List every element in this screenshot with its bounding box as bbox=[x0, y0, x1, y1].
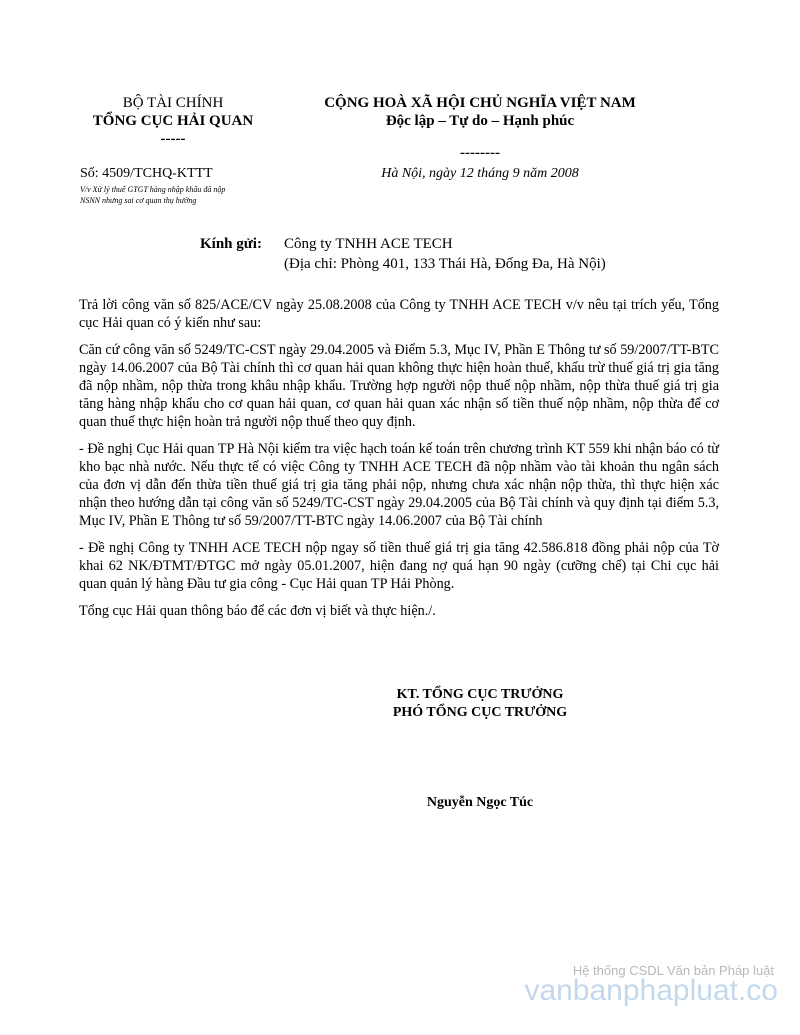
subject-summary bbox=[80, 184, 280, 206]
left-divider: ----- bbox=[160, 131, 186, 147]
ministry-name: BỘ TÀI CHÍNH bbox=[122, 95, 224, 111]
signature-title-2: PHÓ TỔNG CỤC TRƯỞNG bbox=[392, 705, 568, 720]
signature-title-1: KT. TỔNG CỤC TRƯỞNG bbox=[396, 687, 564, 702]
department-name: TỔNG CỤC HẢI QUAN bbox=[92, 113, 254, 129]
recipient-label: Kính gửi: bbox=[200, 236, 262, 252]
recipient-address: (Địa chỉ: Phòng 401, 133 Thái Hà, Đống Đa, Hà Nội) bbox=[284, 256, 606, 272]
watermark-caption: Hệ thống CSDL Văn bản Pháp luật bbox=[572, 963, 774, 978]
paragraph-reply: Trả lời công văn số 825/ACE/CV ngày 25.08.2008 của Công ty TNHH ACE TECH v/v nêu tại trích yếu, Tổng cục Hải quan có ý kiến như sau: bbox=[79, 297, 719, 331]
issue-date: Hà Nội, ngày 12 tháng 9 năm 2008 bbox=[381, 166, 579, 181]
signer-name: Nguyễn Ngọc Túc bbox=[426, 795, 534, 810]
document-body bbox=[79, 296, 719, 629]
recipient-block bbox=[200, 234, 606, 274]
paragraph-hanoi-customs: - Đề nghị Cục Hải quan TP Hà Nội kiểm tra việc hạch toán kế toán trên chương trình KT 559 khi nhận báo có từ kho bạc nhà nước. Nếu thực tế có việc Công ty TNHH ACE TECH đã nộp nhầm vào tài khoản thu ngân sách của đơn vị dẫn đến thừa tiền thuế giá trị gia tăng phải nộp, nhưng chưa xác nhận nộp thừa, thì thực hiện xác nhận theo hướng dẫn tại công văn số 5249/TC-CST ngày 29.04.2005 của Bộ Tài chính và quy định tại điểm 5.3, Mục IV, Phần E Thông tư số 59/2007/TT-BTC ngày 14.06.2007 của Bộ Tài chính bbox=[79, 441, 719, 529]
national-heading bbox=[300, 94, 660, 162]
motto: Độc lập – Tự do – Hạnh phúc bbox=[385, 113, 575, 129]
issuing-authority bbox=[78, 94, 268, 148]
document-number: Số: 4509/TCHQ-KTTT bbox=[80, 166, 213, 181]
subject-line-2: NSNN nhưng sai cơ quan thụ hưởng bbox=[80, 196, 197, 205]
paragraph-company-request: - Đề nghị Công ty TNHH ACE TECH nộp ngay số tiền thuế giá trị gia tăng 42.586.818 đồng phải nộp của Tờ khai 62 NK/ĐTMT/ĐTGC mở ngày 05.01.2007, hiện đang nợ quá hạn 90 ngày (cưỡng chế) tại Chi cục hải quan quản lý hàng Đầu tư gia công - Cục Hải quan TP Hải Phòng. bbox=[79, 540, 719, 592]
recipient-name: Công ty TNHH ACE TECH bbox=[284, 236, 453, 252]
watermark-site: vanbanphapluat.co bbox=[524, 974, 778, 1007]
nation-title: CỘNG HOÀ XÃ HỘI CHỦ NGHĨA VIỆT NAM bbox=[324, 95, 636, 111]
right-divider: -------- bbox=[460, 145, 500, 161]
paragraph-closing: Tổng cục Hải quan thông báo để các đơn vị biết và thực hiện./. bbox=[79, 603, 436, 619]
signature-titles bbox=[330, 686, 630, 722]
paragraph-legal-basis: Căn cứ công văn số 5249/TC-CST ngày 29.04.2005 và Điểm 5.3, Mục IV, Phần E Thông tư số 59/2007/TT-BTC ngày 14.06.2007 của Bộ Tài chính thì cơ quan hải quan không thực hiện hoàn thuế, khấu trừ thuế giá trị gia tăng đã nộp nhầm, nộp thừa trong khâu nhập khẩu. Trường hợp người nộp thuế nộp nhầm, nộp thừa thuế giá trị gia tăng hàng nhập khẩu cho cơ quan hải quan, cơ quan hải quan xác nhận số tiền thuế nộp nhầm, nộp thừa để cơ quan thuế thực hiện hoàn trả người nộp thuế theo quy định. bbox=[79, 342, 719, 430]
subject-line-1: V/v Xử lý thuế GTGT hàng nhập khẩu đã nộp bbox=[80, 185, 226, 194]
